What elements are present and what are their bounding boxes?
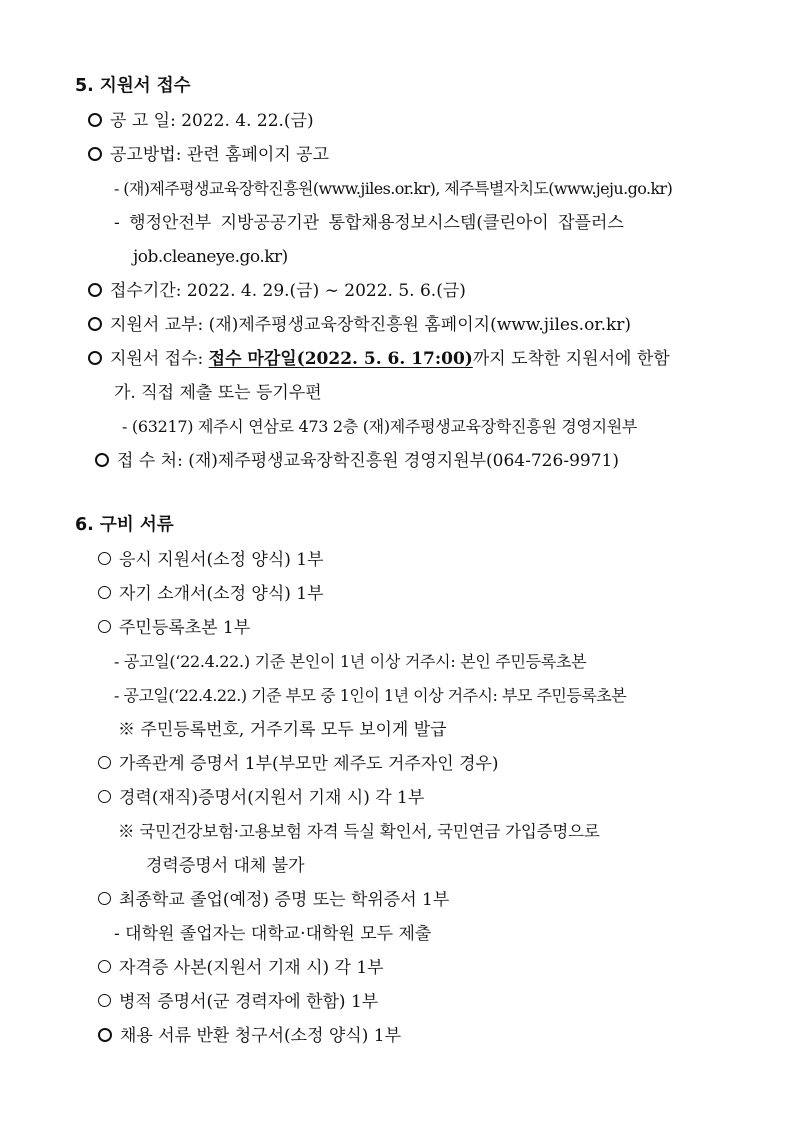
doc-item-resident-reg: 주민등록초본 1부 [98, 618, 250, 638]
doc-item-self-intro: 자기 소개서(소정 양식) 1부 [98, 584, 324, 604]
circle-bullet-icon [88, 283, 102, 297]
circle-bullet-icon [98, 892, 111, 905]
method-sub-item-1: - (재)제주평생교육장학진흥원(www.jiles.or.kr), 제주특별자치도(www.jeju.go.kr) [114, 179, 673, 198]
receipt-method: 가. 직접 제출 또는 등기우편 [114, 383, 322, 403]
doc-item-return-request: 채용 서류 반환 청구서(소정 양식) 1부 [98, 1026, 401, 1046]
resident-note: ※ 주민등록번호, 거주기록 모두 보이게 발급 [118, 720, 447, 740]
circle-bullet-icon [98, 1028, 112, 1042]
circle-bullet-icon [98, 960, 111, 973]
doc-item-license: 자격증 사본(지원서 기재 시) 각 1부 [98, 958, 384, 978]
career-note: ※ 국민건강보험·고용보험 자격 득실 확인서, 국민연금 가입증명으로 [118, 822, 600, 841]
method-sub-item-2-cont: job.cleaneye.go.kr) [133, 247, 288, 267]
receipt-item: 지원서 접수: 접수 마감일(2022. 5. 6. 17:00)까지 도착한 지원서에 한함 [88, 349, 670, 369]
doc-item-education: 최종학교 졸업(예정) 증명 또는 학위증서 1부 [98, 890, 449, 910]
circle-bullet-icon [95, 453, 109, 467]
resident-sub-item-2: - 공고일(‘22.4.22.) 기준 부모 중 1인이 1년 이상 거주시: 부모 주민등록초본 [114, 686, 627, 705]
career-note-cont: 경력증명서 대체 불가 [146, 856, 305, 876]
announce-method-item: 공고방법: 관련 홈페이지 공고 [88, 145, 329, 165]
period-item: 접수기간: 2022. 4. 29.(금) ∼ 2022. 5. 6.(금) [88, 281, 466, 301]
receipt-deadline: 접수 마감일(2022. 5. 6. 17:00) [208, 349, 473, 369]
circle-bullet-icon [98, 994, 111, 1007]
doc-item-family: 가족관계 증명서 1부(부모만 제주도 거주자인 경우) [98, 754, 499, 774]
circle-bullet-icon [88, 351, 102, 365]
circle-bullet-icon [88, 317, 102, 331]
circle-bullet-icon [98, 790, 111, 803]
distribution-item: 지원서 교부: (재)제주평생교육장학진흥원 홈페이지(www.jiles.or.kr) [88, 315, 631, 335]
doc-item-career: 경력(재직)증명서(지원서 기재 시) 각 1부 [98, 788, 424, 808]
circle-bullet-icon [98, 756, 111, 769]
contact-item: 접 수 처: (재)제주평생교육장학진흥원 경영지원부(064-726-9971) [95, 451, 619, 471]
section-5-heading: 5. 지원서 접수 [75, 76, 191, 96]
circle-bullet-icon [98, 586, 111, 599]
resident-sub-item-1: - 공고일(‘22.4.22.) 기준 본인이 1년 이상 거주시: 본인 주민등록초본 [114, 652, 587, 671]
section-6-heading: 6. 구비 서류 [75, 515, 174, 535]
circle-bullet-icon [88, 113, 102, 127]
circle-bullet-icon [98, 620, 111, 633]
announce-date-item: 공 고 일: 2022. 4. 22.(금) [88, 111, 314, 131]
circle-bullet-icon [98, 552, 111, 565]
doc-item-military: 병적 증명서(군 경력자에 한함) 1부 [98, 992, 378, 1012]
method-sub-item-2: - 행정안전부 지방공공기관 통합채용정보시스템(클린아이 잡플러스 [114, 213, 624, 233]
education-sub-item: - 대학원 졸업자는 대학교·대학원 모두 제출 [114, 924, 432, 944]
doc-item-application: 응시 지원서(소정 양식) 1부 [98, 550, 324, 570]
receipt-address: - (63217) 제주시 연삼로 473 2층 (재)제주평생교육장학진흥원 경영지원부 [122, 417, 638, 436]
circle-bullet-icon [88, 147, 102, 161]
